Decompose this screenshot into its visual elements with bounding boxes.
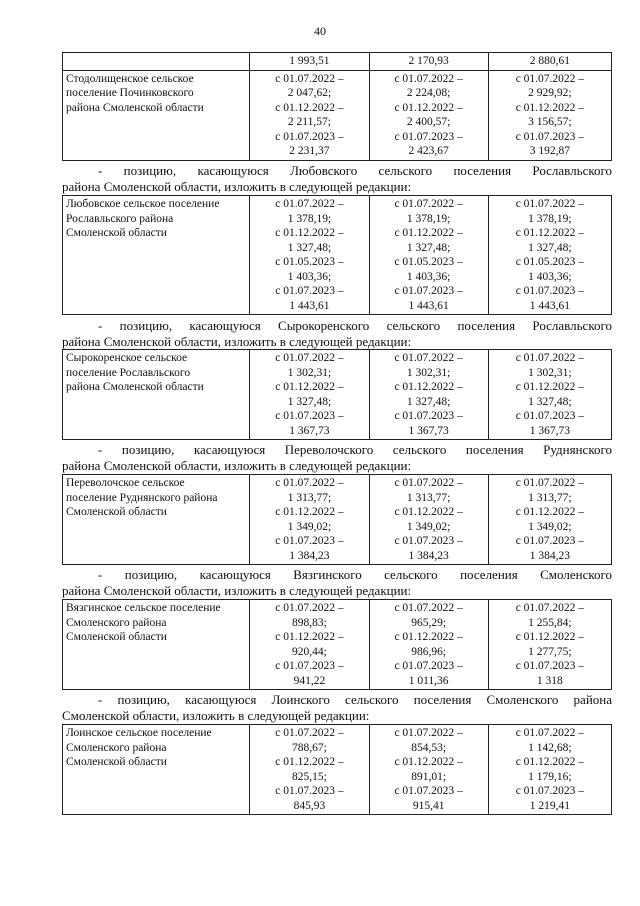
table-row [63, 475, 612, 565]
tariff-cell: с 01.07.2022 – 898,83; с 01.12.2022 – 920,44; с 01.07.2023 – 941,22 [250, 600, 369, 690]
tariff-cell: с 01.07.2022 – 1 255,84; с 01.12.2022 – 1 277,75; с 01.07.2023 – 1 318 [488, 600, 611, 690]
tariff-cell: с 01.07.2022 – 1 378,19; с 01.12.2022 – 1 327,48; с 01.05.2023 – 1 403,36; с 01.07.2023 – 1 443,61 [488, 196, 611, 315]
settlement-name-cell: Любовское сельское поселение Рославльского района Смоленской области [63, 196, 250, 315]
tariff-cell: с 01.07.2022 – 1 313,77; с 01.12.2022 – 1 349,02; с 01.07.2023 – 1 384,23 [250, 475, 369, 565]
tariff-table-5 [62, 599, 612, 690]
tariff-cell: с 01.07.2022 – 788,67; с 01.12.2022 – 825,15; с 01.07.2023 – 845,93 [250, 725, 369, 815]
settlement-name-cell: Лоинское сельское поселение Смоленского района Смоленской области [63, 725, 250, 815]
settlement-name-cell: Стодолищенское сельское поселение Починковского района Смоленской области [63, 70, 250, 160]
amendment-paragraph: - позицию, касающуюся Переволочского сельского поселения Руднянского района Смоленской области, изложить в следующей редакции: [62, 442, 612, 473]
table-row [63, 350, 612, 440]
tariff-cell: с 01.07.2022 – 1 313,77; с 01.12.2022 – 1 349,02; с 01.07.2023 – 1 384,23 [369, 475, 488, 565]
tariff-cell: с 01.07.2022 – 1 378,19; с 01.12.2022 – 1 327,48; с 01.05.2023 – 1 403,36; с 01.07.2023 – 1 443,61 [250, 196, 369, 315]
tariff-cell: с 01.07.2022 – 965,29; с 01.12.2022 – 986,96; с 01.07.2023 – 1 011,36 [369, 600, 488, 690]
table-row [63, 725, 612, 815]
table-row [63, 70, 612, 160]
settlement-name-cell: Вязгинское сельское поселение Смоленского района Смоленской области [63, 600, 250, 690]
table-cell: 1 993,51 [250, 53, 369, 71]
tariff-cell: с 01.07.2022 – 1 313,77; с 01.12.2022 – 1 349,02; с 01.07.2023 – 1 384,23 [488, 475, 611, 565]
tariff-cell: с 01.07.2022 – 1 302,31; с 01.12.2022 – 1 327,48; с 01.07.2023 – 1 367,73 [369, 350, 488, 440]
amendment-paragraph: - позицию, касающуюся Сырокоренского сельского поселения Рославльского района Смоленской области, изложить в следующей редакции: [62, 318, 612, 349]
tariff-cell: с 01.07.2022 – 1 302,31; с 01.12.2022 – 1 327,48; с 01.07.2023 – 1 367,73 [250, 350, 369, 440]
tariff-table-3 [62, 349, 612, 440]
table-cell [63, 53, 250, 71]
tariff-table-2 [62, 195, 612, 315]
page-number: 40 [314, 24, 326, 38]
table-row [63, 53, 612, 71]
table-cell: 2 170,93 [369, 53, 488, 71]
amendment-paragraph: - позицию, касающуюся Лоинского сельского поселения Смоленского района Смоленской области, изложить в следующей редакции: [62, 692, 612, 723]
settlement-name-cell: Переволочское сельское поселение Руднянского района Смоленской области [63, 475, 250, 565]
amendment-paragraph: - позицию, касающуюся Любовского сельского поселения Рославльского района Смоленской области, изложить в следующей редакции: [62, 163, 612, 194]
table-row [63, 196, 612, 315]
tariff-cell: с 01.07.2022 – 2 224,08; с 01.12.2022 – 2 400,57; с 01.07.2023 – 2 423,67 [369, 70, 488, 160]
tariff-cell: с 01.07.2022 – 2 929,92; с 01.12.2022 – 3 156,57; с 01.07.2023 – 3 192,87 [488, 70, 611, 160]
tariff-cell: с 01.07.2022 – 1 378,19; с 01.12.2022 – 1 327,48; с 01.05.2023 – 1 403,36; с 01.07.2023 – 1 443,61 [369, 196, 488, 315]
tariff-cell: с 01.07.2022 – 1 142,68; с 01.12.2022 – 1 179,16; с 01.07.2023 – 1 219,41 [488, 725, 611, 815]
tariff-table-6 [62, 724, 612, 815]
table-row [63, 600, 612, 690]
tariff-table-4 [62, 474, 612, 565]
table-cell: 2 880,61 [488, 53, 611, 71]
tariff-cell: с 01.07.2022 – 2 047,62; с 01.12.2022 – 2 211,57; с 01.07.2023 – 2 231,37 [250, 70, 369, 160]
amendment-paragraph: - позицию, касающуюся Вязгинского сельского поселения Смоленского района Смоленской области, изложить в следующей редакции: [62, 567, 612, 598]
tariff-cell: с 01.07.2022 – 854,53; с 01.12.2022 – 891,01; с 01.07.2023 – 915,41 [369, 725, 488, 815]
tariff-cell: с 01.07.2022 – 1 302,31; с 01.12.2022 – 1 327,48; с 01.07.2023 – 1 367,73 [488, 350, 611, 440]
tariff-table-1 [62, 52, 612, 161]
settlement-name-cell: Сырокоренское сельское поселение Рославльского района Смоленской области [63, 350, 250, 440]
